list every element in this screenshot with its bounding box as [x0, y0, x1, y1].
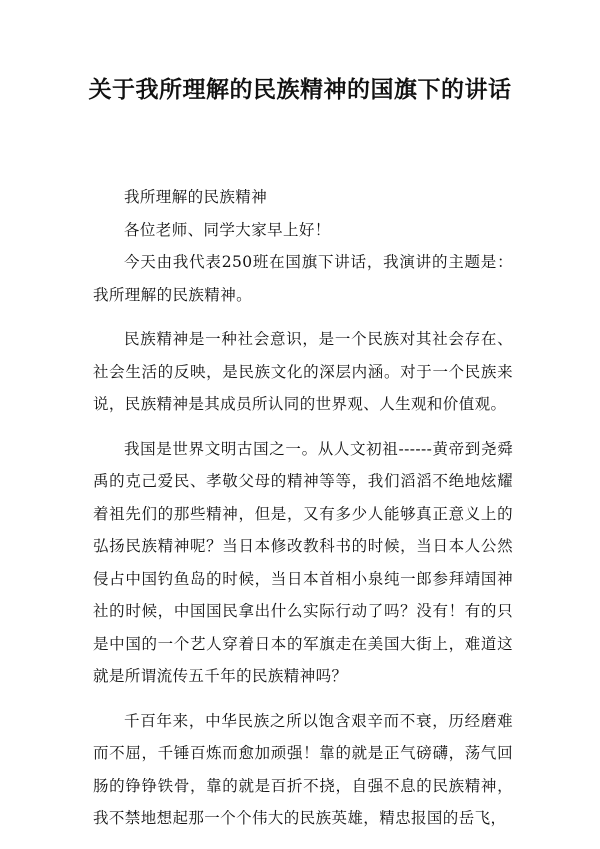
paragraph-history: 我国是世界文明古国之一。从人文初祖------黄帝到尧舜禹的克己爱民、孝敬父母的精神等等，我们滔滔不绝地炫耀着祖先们的那些精神，但是，又有多少人能够真正意义上的弘扬民族精神呢？当日本修改教科书的时候，当日本人公然侵占中国钓鱼岛的时候，当日本首相小泉纯一郎参拜靖国神社的时候，中国国民拿出什么实际行动了吗？没有！有的只是中国的一个艺人穿着日本的军旗走在美国大街上，难道这就是所谓流传五千年的民族精神吗？ [93, 439, 513, 685]
paragraph-heroes: 千百年来，中华民族之所以饱含艰辛而不衰，历经磨难而不屈，千锤百炼而愈加顽强！靠的就是正气磅礴，荡气回肠的铮铮铁骨，靠的就是百折不挠，自强不息的民族精神，我不禁地想起那一个个伟大的民族英雄，精忠报国的岳飞， [93, 711, 513, 827]
paragraph-greeting: 各位老师、同学大家早上好！ [124, 220, 331, 239]
document-title: 关于我所理解的民族精神的国旗下的讲话 [88, 76, 512, 103]
paragraph-intro: 今天由我代表250班在国旗下讲话，我演讲的主题是：我所理解的民族精神。 [93, 253, 513, 304]
paragraph-subtitle: 我所理解的民族精神 [124, 188, 268, 206]
document-body [93, 181, 513, 847]
paragraph-definition: 民族精神是一种社会意识，是一个民族对其社会存在、社会生活的反映，是民族文化的深层内涵。对于一个民族来说，民族精神是其成员所认同的世界观、人生观和价值观。 [93, 330, 513, 413]
